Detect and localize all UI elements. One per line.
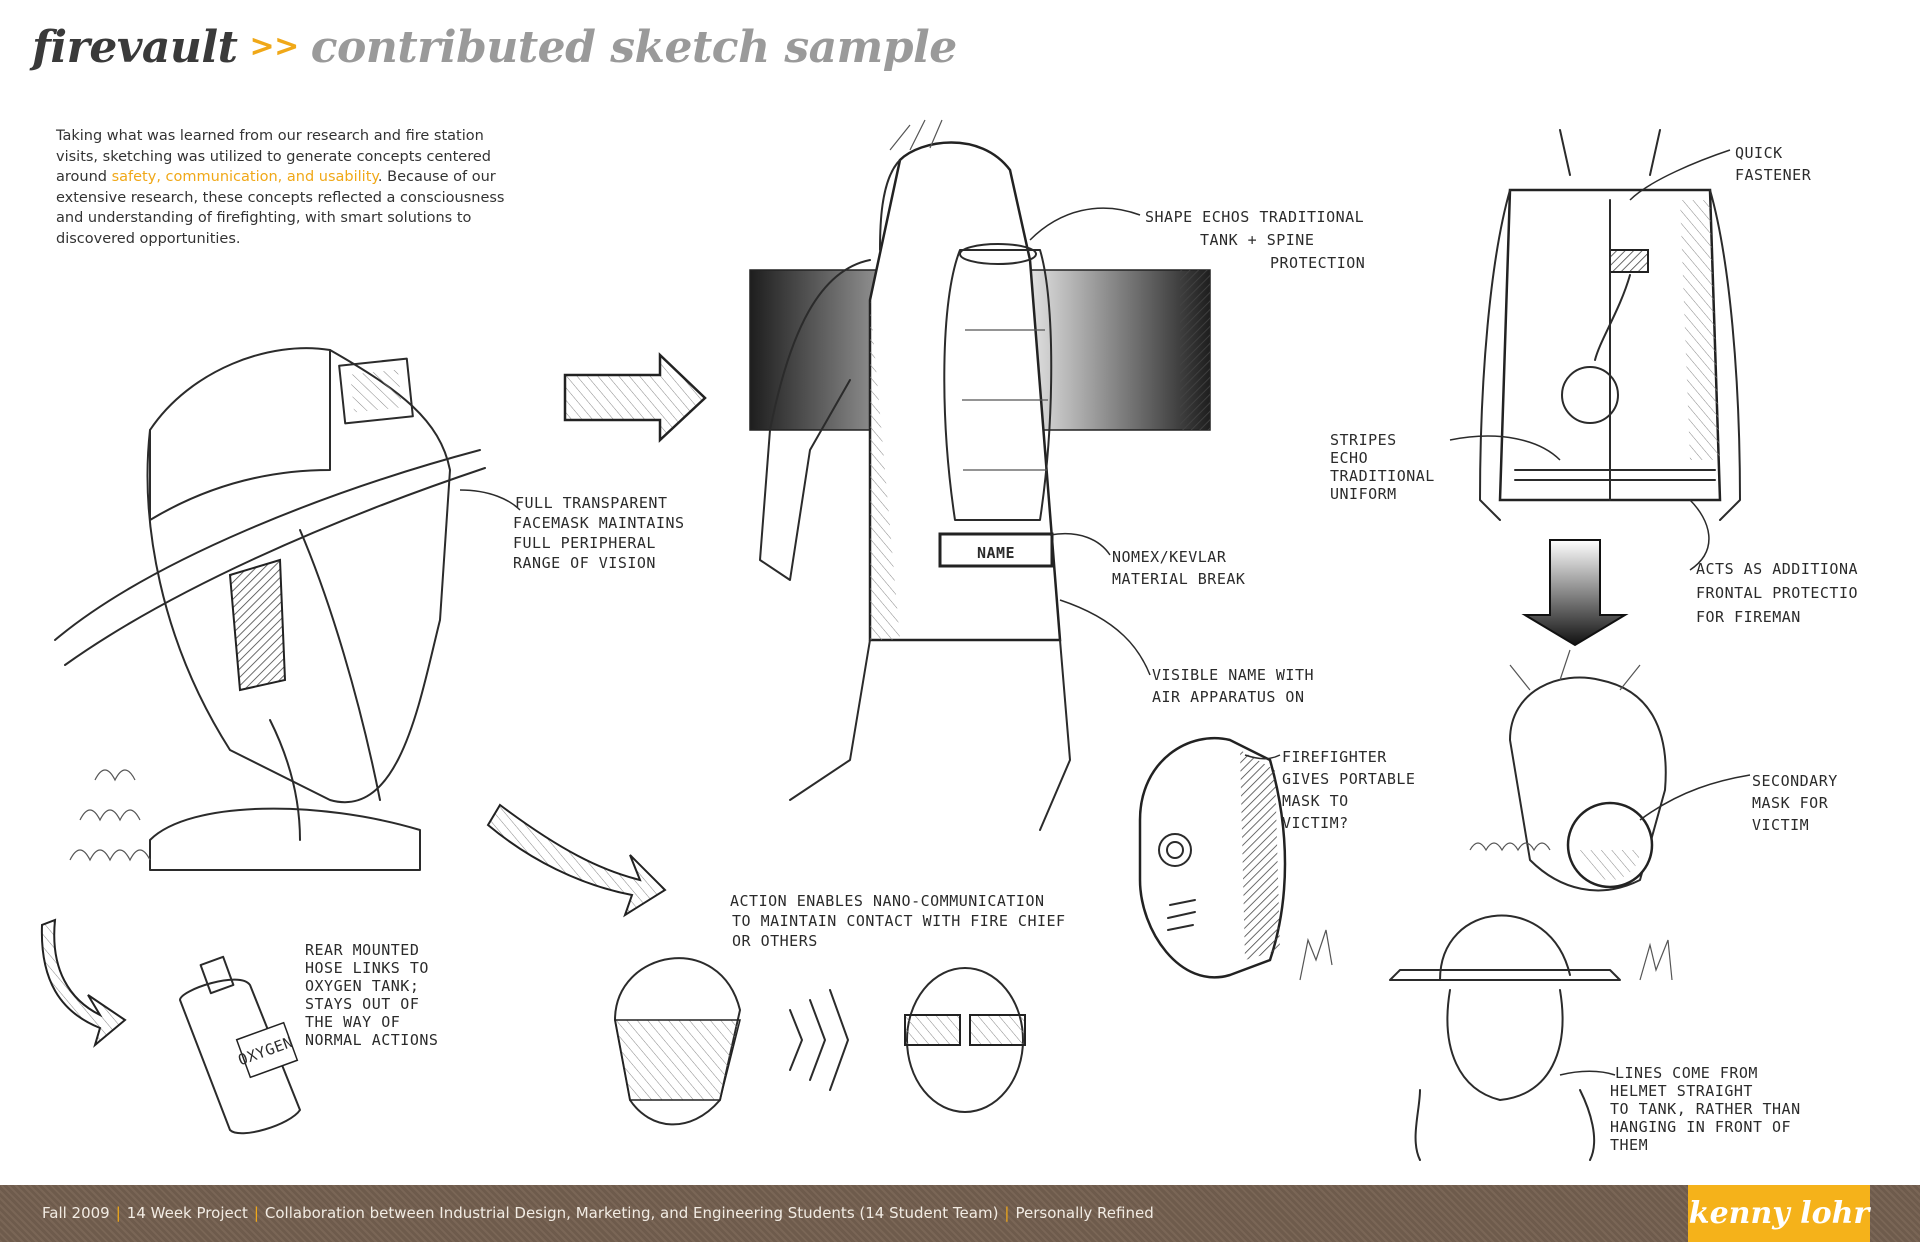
portable-mask-sketch <box>1140 738 1285 977</box>
footer-item-duration: 14 Week Project <box>126 1204 248 1222</box>
svg-text:TO TANK, RATHER THAN: TO TANK, RATHER THAN <box>1610 1100 1801 1118</box>
svg-text:TRADITIONAL: TRADITIONAL <box>1330 467 1435 485</box>
intro-text-2: . Because of our extensive research, these concepts reflected a consciousness and understanding of firefighting, with smart solutions to discovered opportunities. <box>56 169 505 247</box>
note-frontal <box>1696 560 1858 626</box>
footer-separator: | <box>253 1204 259 1222</box>
note-quick-fastener <box>1735 144 1812 184</box>
brand-name: firevault <box>32 22 238 73</box>
svg-text:FIREFIGHTER: FIREFIGHTER <box>1282 748 1387 766</box>
note-visible-name <box>1152 666 1314 706</box>
svg-text:VICTIM: VICTIM <box>1752 816 1810 834</box>
svg-text:SECONDARY: SECONDARY <box>1752 772 1838 790</box>
svg-text:SHAPE ECHOS TRADITIONAL: SHAPE ECHOS TRADITIONAL <box>1145 208 1365 226</box>
svg-text:NORMAL ACTIONS: NORMAL ACTIONS <box>305 1031 439 1049</box>
svg-text:STAYS OUT OF: STAYS OUT OF <box>305 995 420 1013</box>
svg-text:VISIBLE NAME WITH: VISIBLE NAME WITH <box>1152 666 1315 684</box>
svg-text:UNIFORM: UNIFORM <box>1330 485 1397 503</box>
note-lines <box>1610 1064 1801 1154</box>
svg-text:FACEMASK MAINTAINS: FACEMASK MAINTAINS <box>513 514 685 532</box>
note-shape <box>1145 208 1365 272</box>
svg-text:REAR MOUNTED: REAR MOUNTED <box>305 941 420 959</box>
note-facemask <box>513 494 685 572</box>
svg-text:THE WAY OF: THE WAY OF <box>305 1013 401 1031</box>
footer-item-collaboration: Collaboration between Industrial Design, Marketing, and Engineering Students (14 Student Team) <box>264 1204 999 1222</box>
svg-text:TO MAINTAIN CONTACT WITH FIRE: TO MAINTAIN CONTACT WITH FIRE CHIEF <box>732 912 1066 930</box>
svg-text:FASTENER: FASTENER <box>1735 166 1812 184</box>
helmet-hose-coil <box>70 770 150 860</box>
svg-text:GIVES PORTABLE: GIVES PORTABLE <box>1282 770 1416 788</box>
intro-text-1: Taking what was learned from our research and fire station visits, sketching was utilized to generate concepts centered around <box>56 128 491 185</box>
svg-text:MATERIAL BREAK: MATERIAL BREAK <box>1112 570 1246 588</box>
svg-text:QUICK: QUICK <box>1735 144 1783 162</box>
helmet-front-views <box>615 958 1025 1124</box>
svg-text:HOSE LINKS TO: HOSE LINKS TO <box>305 959 429 977</box>
svg-text:ACTS AS ADDITIONA: ACTS AS ADDITIONA <box>1696 560 1859 578</box>
note-nomex <box>1112 548 1245 588</box>
footer-bar <box>0 1185 1920 1242</box>
jacket-front-sketch <box>1480 130 1740 520</box>
svg-text:ECHO: ECHO <box>1330 449 1369 467</box>
svg-text:RANGE OF VISION: RANGE OF VISION <box>513 554 656 572</box>
name-tag-label: NAME <box>976 544 1016 562</box>
intro-highlight: safety, communication, and usability <box>111 169 378 185</box>
svg-text:FULL TRANSPARENT: FULL TRANSPARENT <box>515 494 668 512</box>
svg-text:HANGING IN FRONT OF: HANGING IN FRONT OF <box>1610 1118 1792 1136</box>
note-secondary <box>1752 772 1838 834</box>
note-stripes <box>1330 431 1435 503</box>
footer-separator: | <box>115 1204 121 1222</box>
svg-text:HELMET STRAIGHT: HELMET STRAIGHT <box>1610 1082 1753 1100</box>
svg-text:MASK FOR: MASK FOR <box>1752 794 1829 812</box>
svg-text:FOR FIREMAN: FOR FIREMAN <box>1696 608 1801 626</box>
jacket-back-sketch <box>760 120 1070 830</box>
svg-text:FRONTAL PROTECTIO: FRONTAL PROTECTIO <box>1696 584 1859 602</box>
footer-item-date: Fall 2009 <box>42 1204 110 1222</box>
note-nano <box>730 892 1066 950</box>
svg-text:AIR APPARATUS ON: AIR APPARATUS ON <box>1152 688 1305 706</box>
svg-text:STRIPES: STRIPES <box>1330 431 1397 449</box>
page-subtitle: contributed sketch sample <box>310 22 957 73</box>
svg-text:MASK TO: MASK TO <box>1282 792 1349 810</box>
svg-text:VICTIM?: VICTIM? <box>1282 814 1349 832</box>
author-badge: kenny lohr <box>1688 1185 1870 1242</box>
title-separator: >> <box>249 29 299 64</box>
arrow-down-sketch <box>1525 540 1625 645</box>
svg-text:OR OTHERS: OR OTHERS <box>732 932 818 950</box>
svg-text:PROTECTION: PROTECTION <box>1270 254 1366 272</box>
svg-text:ACTION ENABLES NANO-COMMUNICAT: ACTION ENABLES NANO-COMMUNICATION <box>730 892 1045 910</box>
victim-mask-sketch <box>1470 650 1666 890</box>
note-hose <box>305 941 438 1049</box>
footer-separator: | <box>1004 1204 1010 1222</box>
footer-item-refined: Personally Refined <box>1015 1204 1154 1222</box>
arrow-right-sketch <box>565 355 705 440</box>
oxygen-label: OXYGEN <box>235 1032 296 1070</box>
svg-text:FULL PERIPHERAL: FULL PERIPHERAL <box>513 534 656 552</box>
svg-text:LINES COME FROM: LINES COME FROM <box>1615 1064 1758 1082</box>
footer-info <box>42 1204 1154 1222</box>
helmet-sketch <box>55 348 485 870</box>
svg-text:TANK + SPINE: TANK + SPINE <box>1200 231 1315 249</box>
svg-text:THEM: THEM <box>1610 1136 1649 1154</box>
note-portable <box>1282 748 1415 832</box>
svg-text:OXYGEN TANK;: OXYGEN TANK; <box>305 977 420 995</box>
oxygen-tank-sketch <box>180 957 300 1133</box>
svg-text:NOMEX/KEVLAR: NOMEX/KEVLAR <box>1112 548 1227 566</box>
